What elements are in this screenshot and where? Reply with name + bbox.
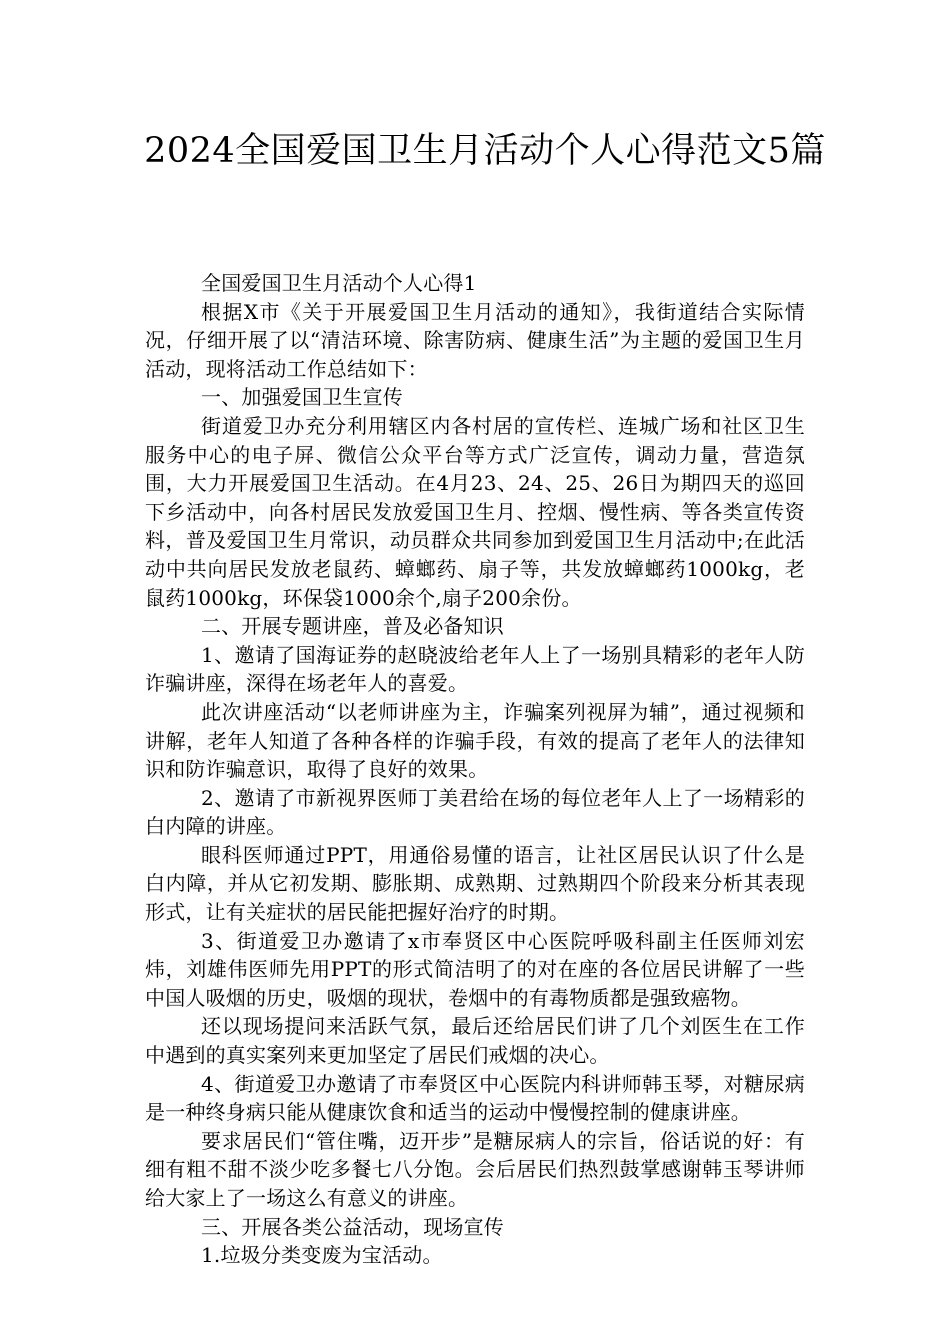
section-heading: 全国爱国卫生月活动个人心得1 bbox=[201, 271, 477, 295]
paragraph: 根据X市《关于开展爱国卫生月活动的通知》，我街道结合实际情况，仔细开展了以“清洁环境、除害防病、健康生活”为主题的爱国卫生月活动，现将活动工作总结如下： bbox=[145, 299, 805, 381]
paragraph: 3、街道爱卫办邀请了x市奉贤区中心医院呼吸科副主任医师刘宏炜，刘雄伟医师先用PPT的形式简洁明了的对在座的各位居民讲解了一些中国人吸烟的历史，吸烟的现状，卷烟中的有毒物质都是强致癌物。 bbox=[145, 928, 805, 1010]
paragraph: 4、街道爱卫办邀请了市奉贤区中心医院内科讲师韩玉琴，对糖尿病是一种终身病只能从健康饮食和适当的运动中慢慢控制的健康讲座。 bbox=[145, 1071, 805, 1125]
document-title: 2024全国爱国卫生月活动个人心得范文5篇 bbox=[144, 131, 826, 171]
section-heading: 一、加强爱国卫生宣传 bbox=[201, 385, 403, 410]
paragraph: 1.垃圾分类变废为宝活动。 bbox=[201, 1243, 443, 1268]
paragraph: 街道爱卫办充分利用辖区内各村居的宣传栏、连城广场和社区卫生服务中心的电子屏、微信公众平台等方式广泛宣传，调动力量，营造氛围，大力开展爱国卫生活动。在4月23、24、25、26日为期四天的巡回下乡活动中，向各村居民发放爱国卫生月、控烟、慢性病、等各类宣传资料，普及爱国卫生月常识，动员群众共同参加到爱国卫生月活动中;在此活动中共向居民发放老鼠药、蟑螂药、扇子等，共发放蟑螂药1000kg，老鼠药1000kg，环保袋1000余个,扇子200余份。 bbox=[145, 413, 805, 610]
paragraph: 此次讲座活动“以老师讲座为主，诈骗案列视屏为辅”，通过视频和讲解，老年人知道了各种各样的诈骗手段，有效的提高了老年人的法律知识和防诈骗意识，取得了良好的效果。 bbox=[145, 699, 805, 782]
section-heading: 三、开展各类公益活动，现场宣传 bbox=[201, 1214, 504, 1239]
paragraph: 1、邀请了国海证券的赵晓波给老年人上了一场别具精彩的老年人防诈骗讲座，深得在场老年人的喜爱。 bbox=[145, 642, 805, 696]
paragraph: 还以现场提问来活跃气氛，最后还给居民们讲了几个刘医生在工作中遇到的真实案列来更加坚定了居民们戒烟的决心。 bbox=[145, 1014, 805, 1068]
paragraph: 要求居民们“管住嘴，迈开步”是糖尿病人的宗旨，俗话说的好：有细有粗不甜不淡少吃多餐七八分饱。会后居民们热烈鼓掌感谢韩玉琴讲师给大家上了一场这么有意义的讲座。 bbox=[145, 1128, 805, 1210]
paragraph: 眼科医师通过PPT，用通俗易懂的语言，让社区居民认识了什么是白内障，并从它初发期、膨胀期、成熟期、过熟期四个阶段来分析其表现形式，让有关症状的居民能把握好治疗的时期。 bbox=[145, 842, 805, 925]
document-body bbox=[145, 269, 805, 1270]
paragraph: 2、邀请了市新视界医师丁美君给在场的每位老年人上了一场精彩的白内障的讲座。 bbox=[145, 785, 805, 839]
section-heading: 二、开展专题讲座，普及必备知识 bbox=[201, 614, 504, 639]
